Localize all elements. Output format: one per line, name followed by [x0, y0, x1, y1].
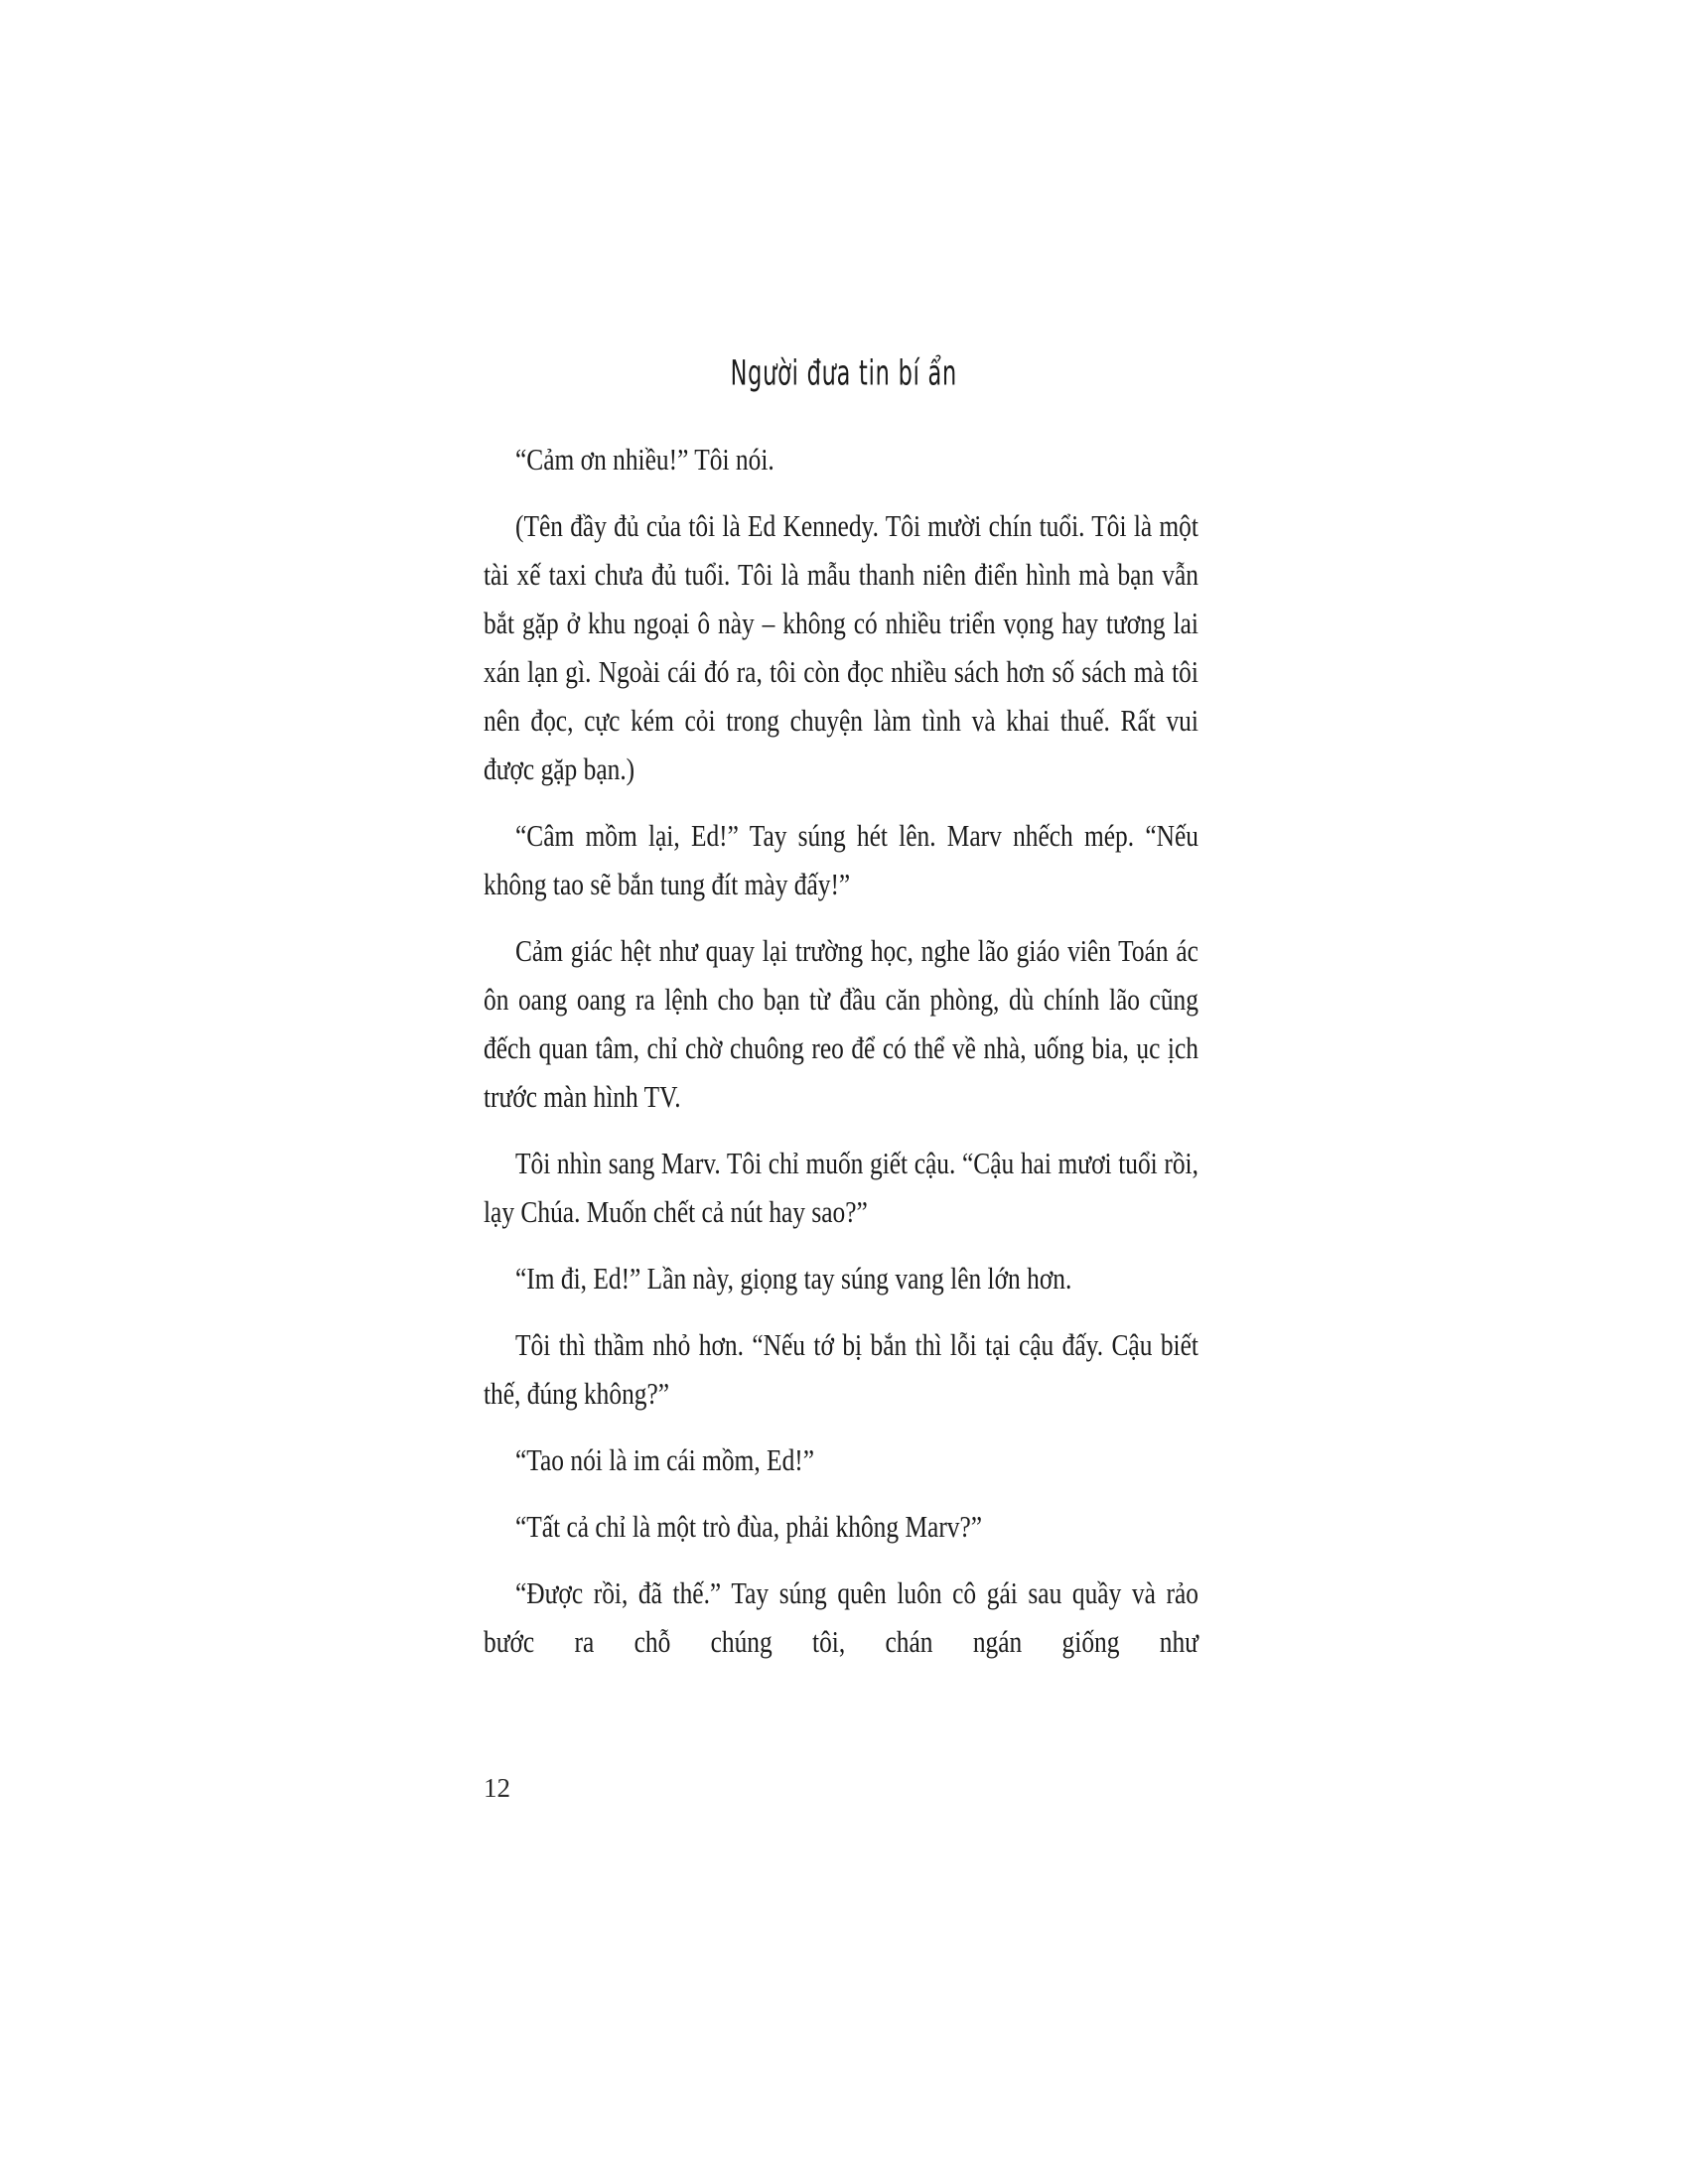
paragraph-3: “Câm mồm lại, Ed!” Tay súng hét lên. Marv nhếch mép. “Nếu không tao sẽ bắn tung đít mày đấy!”	[484, 818, 1198, 901]
paragraph-4: Cảm giác hệt như quay lại trường học, nghe lão giáo viên Toán ác ôn oang oang ra lệnh cho bạn từ đầu căn phòng, dù chính lão cũng đếch quan tâm, chỉ chờ chuông reo để có thể về nhà, uống bia, ục ịch trước màn hình TV.	[484, 933, 1198, 1114]
body-text	[484, 435, 1198, 1684]
paragraph-6: “Im đi, Ed!” Lần này, giọng tay súng vang lên lớn hơn.	[514, 1261, 1072, 1296]
paragraph-9: “Tất cả chỉ là một trò đùa, phải không Marv?”	[514, 1509, 983, 1544]
paragraph-2: (Tên đầy đủ của tôi là Ed Kennedy. Tôi mười chín tuổi. Tôi là một tài xế taxi chưa đủ tuổi. Tôi là mẫu thanh niên điển hình mà bạn vẫn bắt gặp ở khu ngoại ô này – không có nhiều triển vọng hay tương lai xán lạn gì. Ngoài cái đó ra, tôi còn đọc nhiều sách hơn số sách mà tôi nên đọc, cực kém cỏi trong chuyện làm tình và khai thuế. Rất vui được gặp bạn.)	[484, 508, 1198, 786]
paragraph-7: Tôi thì thầm nhỏ hơn. “Nếu tớ bị bắn thì lỗi tại cậu đấy. Cậu biết thế, đúng không?”	[484, 1327, 1198, 1411]
paragraph-1: “Cảm ơn nhiều!” Tôi nói.	[514, 442, 774, 477]
book-title-header: Người đưa tin bí ẩn	[730, 352, 958, 394]
paragraph-10: “Được rồi, đã thế.” Tay súng quên luôn cô gái sau quầy và rảo bước ra chỗ chúng tôi, chán ngán giống như	[484, 1575, 1198, 1659]
paragraph-8: “Tao nói là im cái mồm, Ed!”	[514, 1442, 815, 1477]
page-number: 12	[484, 1773, 510, 1803]
running-header	[0, 352, 1688, 394]
paragraph-5: Tôi nhìn sang Marv. Tôi chỉ muốn giết cậu. “Cậu hai mươi tuổi rồi, lạy Chúa. Muốn chết cả nút hay sao?”	[484, 1146, 1198, 1229]
